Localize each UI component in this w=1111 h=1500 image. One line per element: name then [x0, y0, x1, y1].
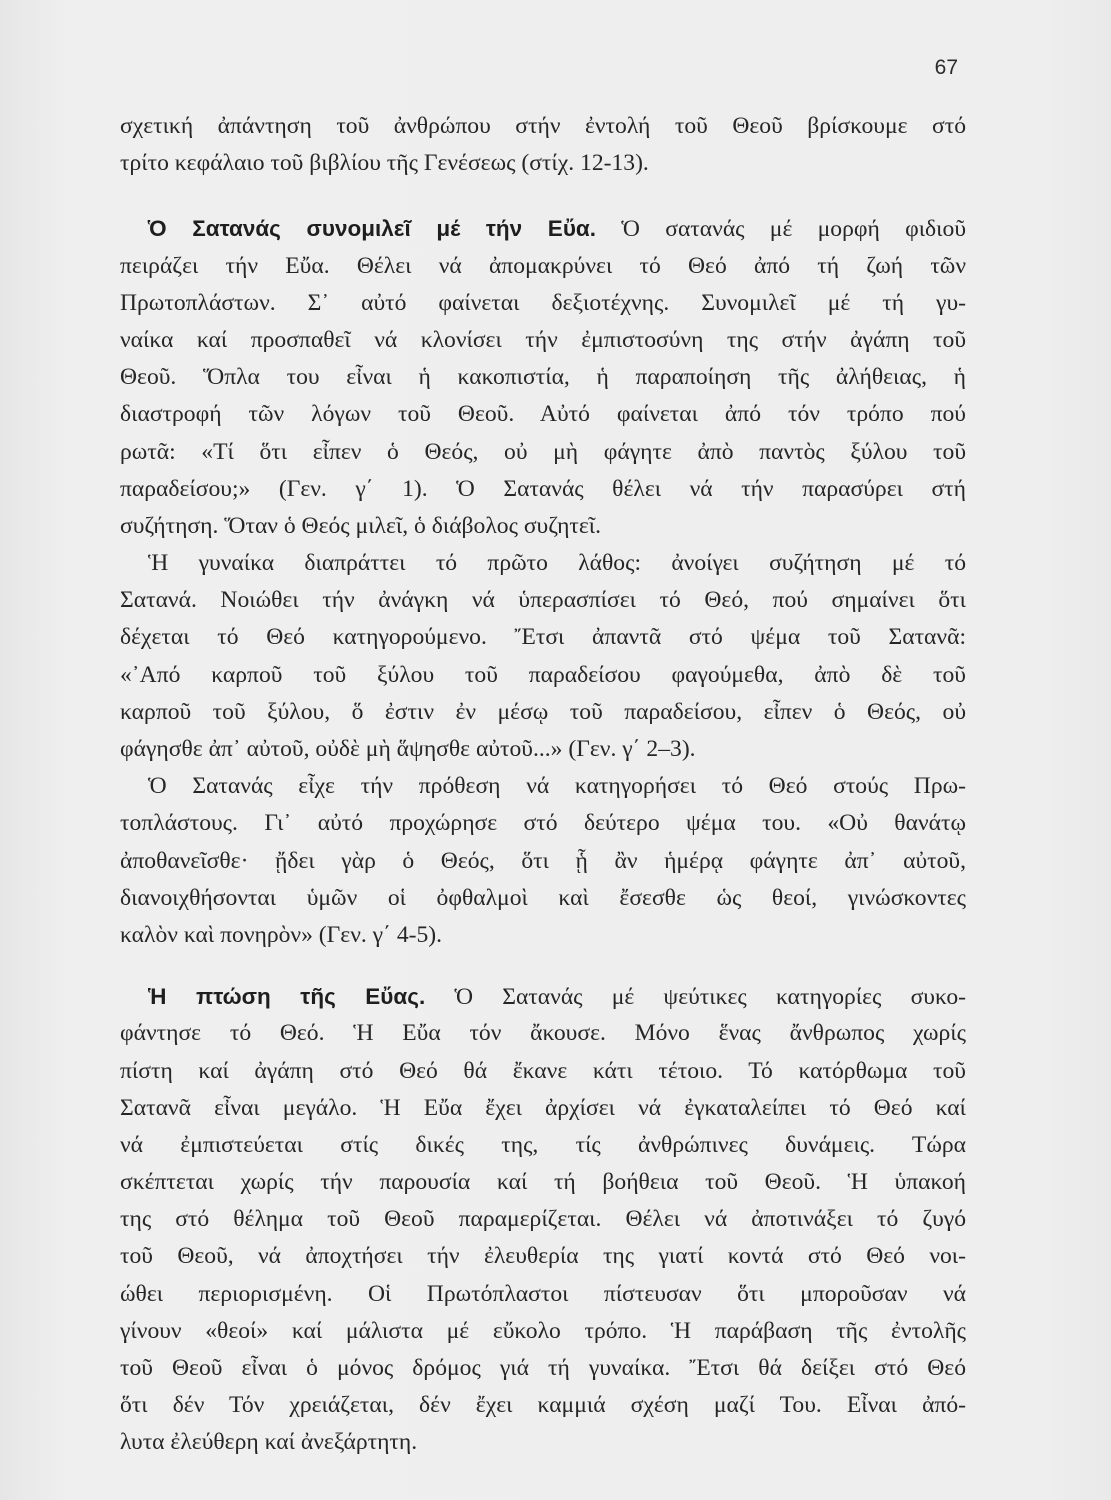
text-run: Ὁ σατανάς μέ μορφή φιδιοῦ: [596, 216, 966, 243]
text-line: συζήτηση. Ὅταν ὁ Θεός μιλεῖ, ὁ διάβολος συζητεῖ.: [120, 512, 602, 539]
text-line: πίστη καί ἀγάπη στό Θεό θά ἔκανε κάτι τέτοιο. Τό κατόρθωμα τοῦ: [120, 1057, 966, 1084]
text-line: ὅτι δέν Τόν χρειάζεται, δέν ἔχει καμμιά σχέση μαζί Του. Εἶναι ἀπό-: [120, 1392, 966, 1419]
text-line: διαστροφή τῶν λόγων τοῦ Θεοῦ. Αὐτό φαίνεται ἀπό τόν τρόπο πού: [120, 401, 966, 428]
text-line: διανοιχθήσονται ὑμῶν οἱ ὀφθαλμοὶ καὶ ἔσεσθε ὡς θεοί, γινώσκοντες: [120, 884, 966, 911]
section-spacer: [120, 954, 966, 978]
text-line: καλὸν καὶ πονηρὸν» (Γεν. γ΄ 4-5).: [120, 921, 443, 948]
text-line: Σατανά. Νοιώθει τήν ἀνάγκη νά ὑπερασπίσει τό Θεό, πού σημαίνει ὅτι: [120, 587, 966, 614]
text-line: «᾽Από καρποῦ τοῦ ξύλου τοῦ παραδείσου φαγούμεθα, ἀπὸ δὲ τοῦ: [120, 661, 966, 688]
text-line: της στό θέλημα τοῦ Θεοῦ παραμερίζεται. Θέλει νά ἀποτινάξει τό ζυγό: [120, 1206, 966, 1233]
text-line: παραδείσου;» (Γεν. γ΄ 1). Ὁ Σατανάς θέλει νά τήν παρασύρει στή: [120, 475, 966, 502]
text-line: Πρωτοπλάστων. Σ᾽ αὐτό φαίνεται δεξιοτέχνης. Συνομιλεῖ μέ τή γυ-: [120, 289, 966, 316]
text-line: νά ἐμπιστεύεται στίς δικές της, τίς ἀνθρώπινες δυνάμεις. Τώρα: [120, 1131, 966, 1158]
text-line: ρωτᾶ: «Τί ὅτι εἶπεν ὁ Θεός, οὐ μὴ φάγητε ἀπὸ παντὸς ξύλου τοῦ: [120, 438, 966, 465]
text-line: γίνουν «θεοί» καί μάλιστα μέ εὔκολο τρόπο. Ἡ παράβαση τῆς ἐντολῆς: [120, 1317, 966, 1344]
section-heading-line: [120, 210, 966, 247]
text-line: λυτα ἐλεύθερη καί ἀνεξάρτητη.: [120, 1429, 418, 1456]
page-number: 67: [934, 56, 958, 79]
text-line: ναίκα καί προσπαθεῖ νά κλονίσει τήν ἐμπιστοσύνη της στήν ἀγάπη τοῦ: [120, 326, 966, 353]
text-line: δέχεται τό Θεό κατηγορούμενο. Ἔτσι ἀπαντᾶ στό ψέμα τοῦ Σατανᾶ:: [120, 624, 966, 651]
text-line: Ἡ γυναίκα διαπράττει τό πρῶτο λάθος: ἀνοίγει συζήτηση μέ τό: [148, 550, 966, 577]
text-line: τρίτο κεφάλαιο τοῦ βιβλίου τῆς Γενέσεως (στίχ. 12-13).: [120, 150, 649, 177]
text-line: Ὁ Σατανάς εἶχε τήν πρόθεση νά κατηγορήσει τό Θεό στούς Πρω-: [148, 773, 966, 800]
text-run: Ὁ Σατανάς μέ ψεύτικες κατηγορίες συκο-: [425, 984, 966, 1011]
text-line: τοῦ Θεοῦ εἶναι ὁ μόνος δρόμος γιά τή γυναίκα. Ἔτσι θά δείξει στό Θεό: [120, 1355, 966, 1381]
text-line: Θεοῦ. Ὅπλα του εἶναι ἡ κακοπιστία, ἡ παραποίηση τῆς ἀλήθειας, ἡ: [120, 364, 966, 391]
section-spacer: [120, 182, 966, 210]
text-line: ώθει περιορισμένη. Οἱ Πρωτόπλαστοι πίστευσαν ὅτι μποροῦσαν νά: [120, 1280, 966, 1307]
text-line: τοῦ Θεοῦ, νά ἀποχτήσει τήν ἐλευθερία της γιατί κοντά στό Θεό νοι-: [120, 1243, 966, 1270]
section-heading-line: [120, 978, 966, 1015]
section-heading: Ἡ πτώση τῆς Εὔας.: [148, 984, 426, 1010]
text-line: φάντησε τό Θεό. Ἡ Εὔα τόν ἄκουσε. Μόνο ἕνας ἄνθρωπος χωρίς: [120, 1020, 966, 1047]
text-line: καρποῦ τοῦ ξύλου, ὅ ἐστιν ἐν μέσῳ τοῦ παραδείσου, εἶπεν ὁ Θεός, οὐ: [120, 698, 966, 725]
text-line: Σατανᾶ εἶναι μεγάλο. Ἡ Εὔα ἔχει ἀρχίσει νά ἐγκαταλείπει τό Θεό καί: [120, 1094, 966, 1121]
text-line: φάγησθε ἀπ᾽ αὐτοῦ, οὐδὲ μὴ ἅψησθε αὐτοῦ...» (Γεν. γ΄ 2–3).: [120, 736, 696, 762]
section-heading: Ὁ Σατανάς συνομιλεῖ μέ τήν Εὔα.: [148, 216, 596, 242]
text-line: σχετική ἀπάντηση τοῦ ἀνθρώπου στήν ἐντολή τοῦ Θεοῦ βρίσκουμε στό: [120, 113, 966, 139]
text-line: ἀποθανεῖσθε· ᾔδει γὰρ ὁ Θεός, ὅτι ᾗ ἂν ἡμέρᾳ φάγητε ἀπ᾽ αὐτοῦ,: [120, 847, 966, 874]
text-line: σκέπτεται χωρίς τήν παρουσία καί τή βοήθεια τοῦ Θεοῦ. Ἡ ὑπακοή: [120, 1169, 966, 1196]
text-line: τοπλάστους. Γι᾽ αὐτό προχώρησε στό δεύτερο ψέμα του. «Οὐ θανάτῳ: [120, 810, 966, 837]
body-text: [120, 108, 966, 1462]
text-line: πειράζει τήν Εὔα. Θέλει νά ἀπομακρύνει τό Θεό ἀπό τή ζωή τῶν: [120, 252, 966, 279]
